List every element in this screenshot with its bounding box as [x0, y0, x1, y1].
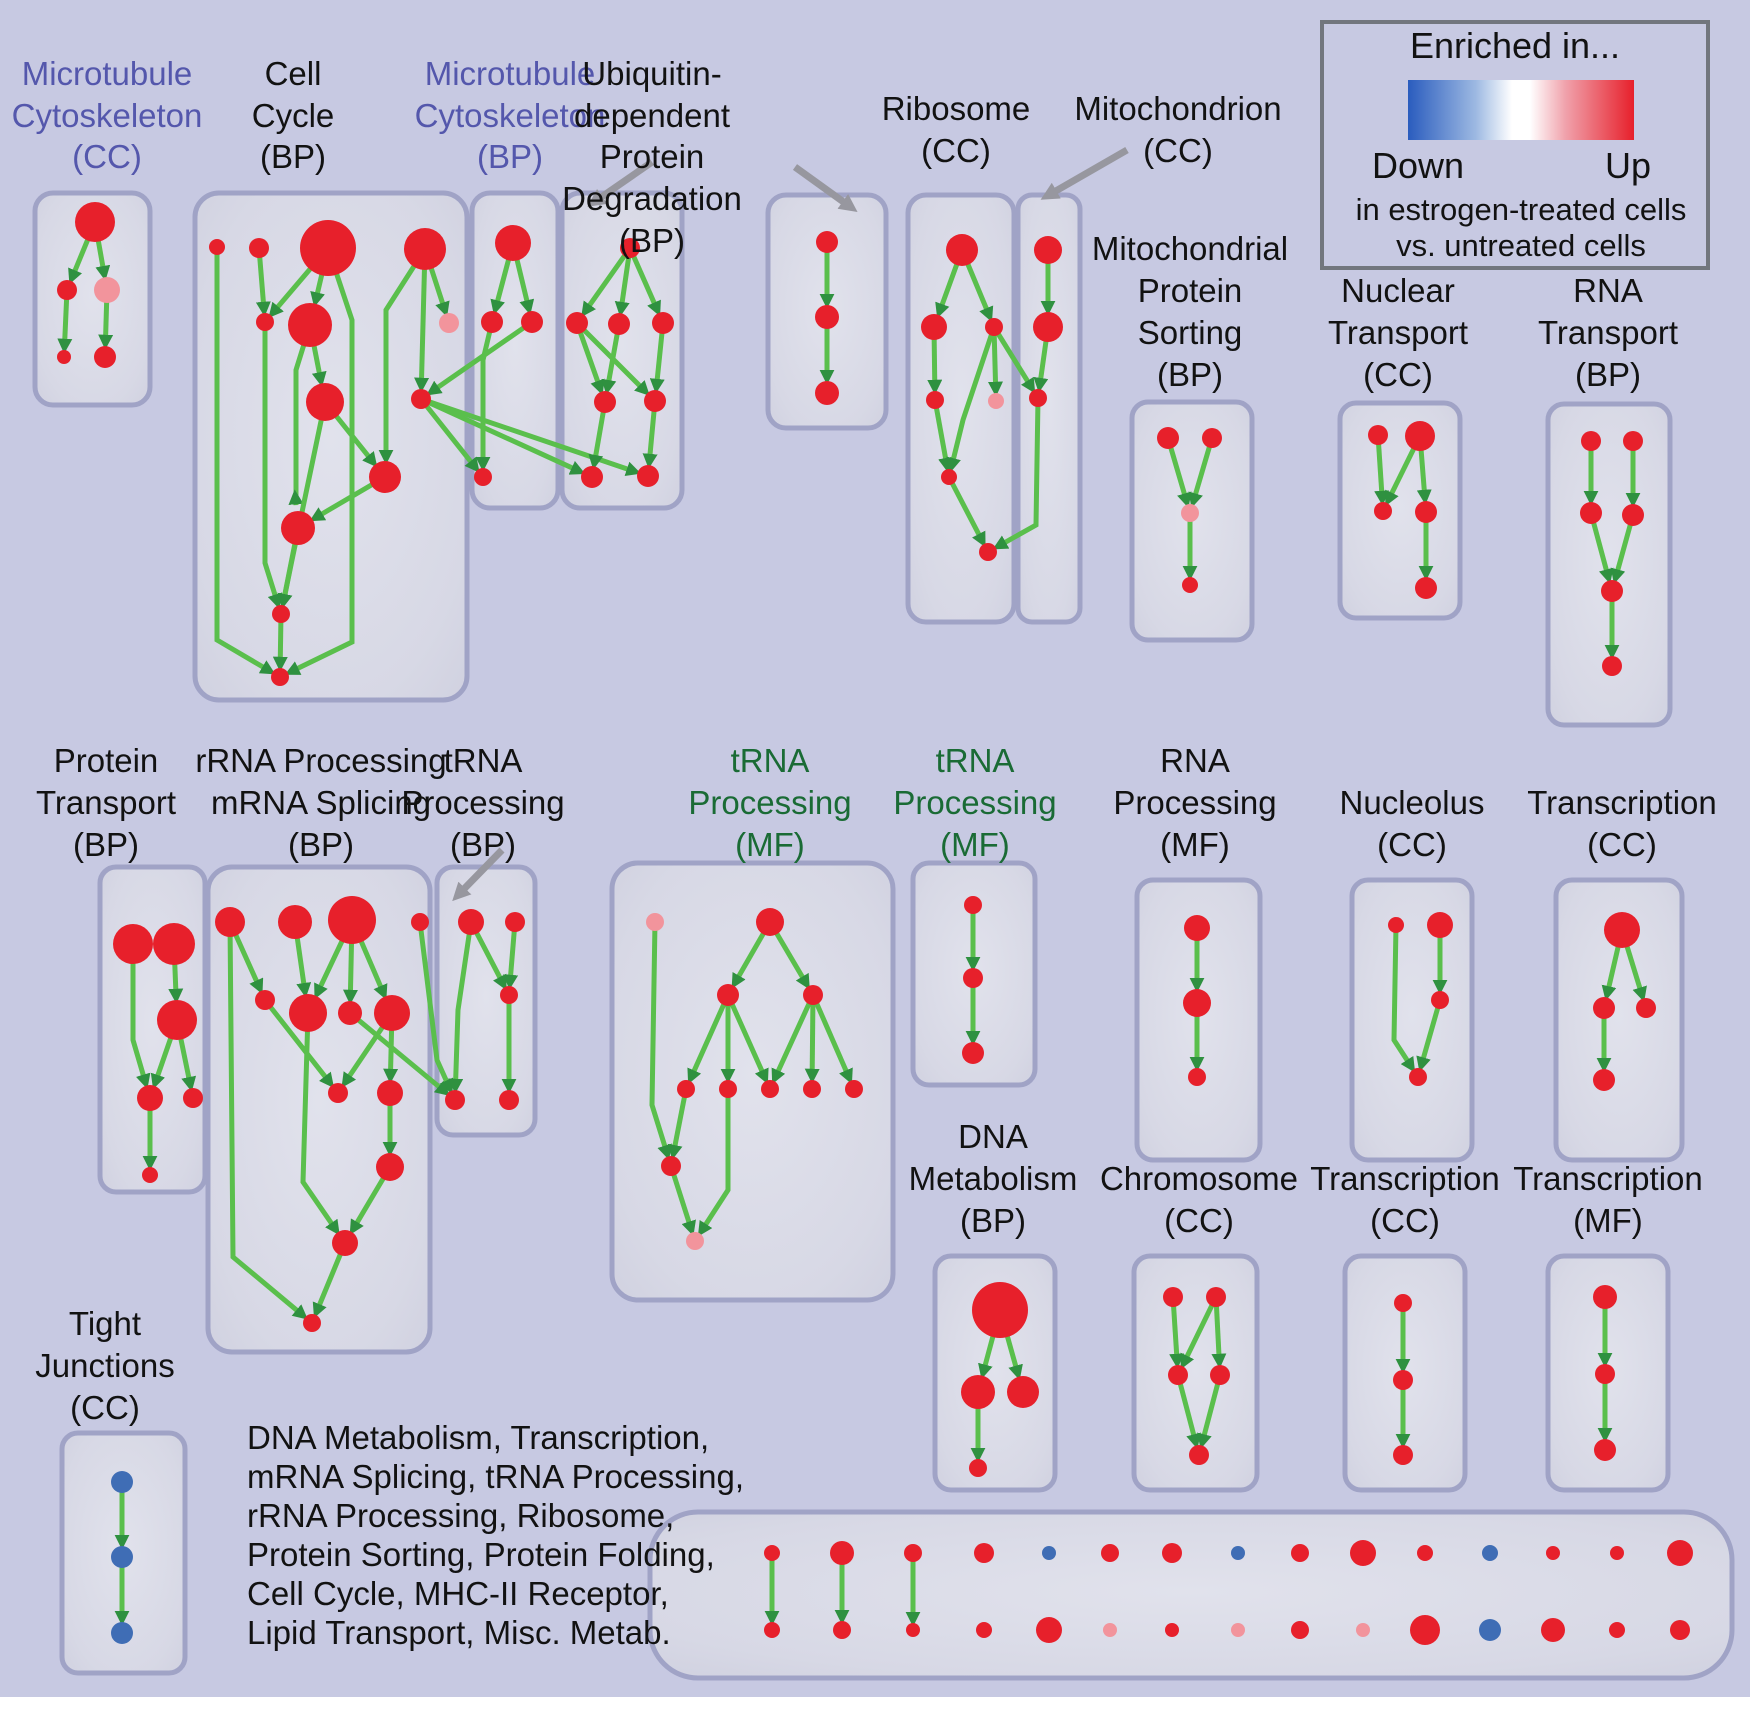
go-term-node-g1 — [646, 913, 664, 931]
misc-node-top-3 — [904, 1544, 922, 1562]
go-term-node-q6 — [289, 994, 327, 1032]
go-term-node-r3 — [985, 318, 1003, 336]
legend-down-label: Down — [1371, 145, 1465, 186]
misc-node-top-12 — [1482, 1545, 1498, 1561]
summary-text-line: Protein Sorting, Protein Folding, — [247, 1536, 715, 1573]
cluster-label-line: Cytoskeleton — [414, 97, 606, 134]
go-term-node-u4 — [652, 312, 674, 334]
cluster-box-misc-cluster — [650, 1512, 1732, 1678]
go-term-node-r7 — [979, 543, 997, 561]
cluster-label-line: Protein — [53, 742, 159, 779]
go-term-node-p1 — [113, 924, 153, 964]
go-term-node-c1 — [209, 239, 225, 255]
cluster-label-line: Protein — [1137, 272, 1243, 309]
go-term-node-q9 — [328, 1083, 348, 1103]
misc-node-bottom-4 — [976, 1622, 992, 1638]
go-term-node-tb5 — [499, 1090, 519, 1110]
misc-node-top-1 — [764, 1545, 780, 1561]
go-term-node-t2 — [1033, 312, 1063, 342]
cluster-label-line: Processing — [1113, 784, 1277, 821]
go-term-node-c4 — [404, 228, 446, 270]
cluster-label-line: Transport — [36, 784, 176, 821]
go-term-node-q13 — [303, 1314, 321, 1332]
go-term-node-u7 — [581, 466, 603, 488]
go-term-node-g3 — [717, 984, 739, 1006]
legend-gradient-bar — [1408, 80, 1634, 140]
cluster-label-line: (MF) — [1573, 1202, 1643, 1239]
go-term-node-f2 — [1393, 1370, 1413, 1390]
go-term-node-j2 — [1183, 989, 1211, 1017]
go-term-node-d4 — [969, 1459, 987, 1477]
legend — [1322, 22, 1708, 268]
edge-g4-g8 — [812, 995, 813, 1071]
summary-text-line: DNA Metabolism, Transcription, — [247, 1419, 710, 1456]
go-term-node-e4 — [1210, 1365, 1230, 1385]
go-term-node-d2 — [961, 1375, 995, 1409]
go-term-node-rt5 — [1601, 580, 1623, 602]
go-term-node-r2 — [921, 314, 947, 340]
cluster-label-line: (BP) — [450, 826, 516, 863]
cluster-label-line: (CC) — [1587, 826, 1657, 863]
cluster-label-line: Microtubule — [21, 55, 193, 92]
go-term-node-w3 — [1636, 998, 1656, 1018]
cluster-label-line: (MF) — [1160, 826, 1230, 863]
cluster-label-line: Nuclear — [1341, 272, 1455, 309]
misc-node-top-7 — [1162, 1543, 1182, 1563]
go-term-node-g9 — [845, 1080, 863, 1098]
go-term-node-nt4 — [1415, 501, 1437, 523]
cluster-label-line: Transcription — [1527, 784, 1717, 821]
go-term-node-u6 — [644, 390, 666, 412]
summary-text-line: mRNA Splicing, tRNA Processing, — [247, 1458, 745, 1495]
cluster-label-line: DNA — [958, 1118, 1028, 1155]
misc-node-bottom-12 — [1479, 1619, 1501, 1641]
go-term-node-g11 — [686, 1232, 704, 1250]
cluster-label-line: Cell — [264, 55, 322, 92]
cluster-label-line: rRNA Processing — [195, 742, 447, 779]
go-term-node-tb1 — [458, 909, 484, 935]
go-term-node-a5 — [94, 346, 116, 368]
legend-subtitle-1: in estrogen-treated cells — [1355, 192, 1687, 227]
go-term-node-e5 — [1189, 1445, 1209, 1465]
go-term-node-p5 — [183, 1088, 203, 1108]
go-term-node-c7 — [439, 313, 459, 333]
cluster-label-line: (CC) — [1143, 132, 1213, 169]
go-term-node-u5 — [594, 391, 616, 413]
cluster-label-line: (CC) — [1363, 356, 1433, 393]
cluster-label-line: Chromosome — [1099, 1160, 1299, 1197]
misc-node-bottom-8 — [1231, 1623, 1245, 1637]
cluster-label-line: Cytoskeleton — [11, 97, 203, 134]
summary-text-line: rRNA Processing, Ribosome, — [247, 1497, 675, 1534]
go-term-node-g8 — [803, 1080, 821, 1098]
go-term-node-a2 — [57, 280, 77, 300]
go-term-node-a1 — [75, 202, 115, 242]
misc-node-top-8 — [1231, 1546, 1245, 1560]
go-term-node-g7 — [761, 1080, 779, 1098]
misc-node-top-5 — [1042, 1546, 1056, 1560]
go-term-node-q7 — [338, 1001, 362, 1025]
cluster-label-line: (BP) — [260, 138, 326, 175]
go-term-node-c11 — [281, 511, 315, 545]
cluster-label-line: Mitochondrial — [1091, 230, 1289, 267]
go-term-node-q8 — [374, 995, 410, 1031]
misc-node-bottom-9 — [1291, 1621, 1309, 1639]
cluster-label-line: (BP) — [960, 1202, 1026, 1239]
go-term-node-tb3 — [500, 986, 518, 1004]
cluster-label-line: (BP) — [619, 222, 685, 259]
go-term-node-g6 — [719, 1080, 737, 1098]
cluster-label-line: Transcription — [1310, 1160, 1500, 1197]
go-term-node-g2 — [756, 908, 784, 936]
go-term-node-q11 — [376, 1153, 404, 1181]
cluster-label-line: (BP) — [288, 826, 354, 863]
misc-node-top-13 — [1546, 1546, 1560, 1560]
misc-node-top-6 — [1101, 1544, 1119, 1562]
go-term-node-j3 — [1188, 1068, 1206, 1086]
go-term-node-a3 — [94, 277, 120, 303]
cluster-label-line: Processing — [401, 784, 565, 821]
go-term-node-u8 — [637, 465, 659, 487]
go-term-node-m3 — [521, 311, 543, 333]
go-term-node-c13 — [271, 668, 289, 686]
go-term-node-g5 — [677, 1080, 695, 1098]
go-term-node-c8 — [306, 383, 344, 421]
go-term-node-tj3 — [111, 1622, 133, 1644]
go-term-node-q12 — [332, 1230, 358, 1256]
cluster-label-line: Mitochondrion — [1074, 90, 1282, 127]
cluster-box-rrna-mrna — [208, 867, 430, 1352]
go-term-node-k4 — [1409, 1068, 1427, 1086]
cluster-label-line: RNA — [1573, 272, 1643, 309]
cluster-label-line: (BP) — [1575, 356, 1641, 393]
go-term-node-k1 — [1388, 917, 1404, 933]
cluster-label-line: Transport — [1538, 314, 1678, 351]
go-term-node-f3 — [1393, 1445, 1413, 1465]
go-term-node-u2 — [566, 312, 588, 334]
go-term-node-h2 — [963, 968, 983, 988]
go-term-node-tb2 — [505, 912, 525, 932]
cluster-label-line: (CC) — [1370, 1202, 1440, 1239]
go-term-node-m1 — [495, 225, 531, 261]
misc-node-top-9 — [1291, 1544, 1309, 1562]
cluster-box-nucleolus-cc — [1352, 880, 1472, 1160]
misc-node-bottom-5 — [1036, 1617, 1062, 1643]
cluster-box-rna-transport — [1548, 404, 1670, 725]
cluster-label-line: (BP) — [1157, 356, 1223, 393]
go-term-node-w4 — [1593, 1069, 1615, 1091]
cluster-label-line: Tight — [68, 1305, 142, 1342]
cluster-label-line: tRNA — [730, 742, 810, 779]
misc-node-top-15 — [1667, 1540, 1693, 1566]
cluster-label-line: Ubiquitin- — [582, 55, 722, 92]
go-term-node-s3 — [1181, 504, 1199, 522]
go-term-node-q1 — [215, 907, 245, 937]
cluster-label-line: tRNA — [935, 742, 1015, 779]
cluster-label-line: Cycle — [251, 97, 335, 134]
go-term-node-rt3 — [1580, 502, 1602, 524]
go-term-node-q3 — [328, 896, 376, 944]
go-term-node-r6 — [941, 469, 957, 485]
go-term-node-k2 — [1427, 912, 1453, 938]
go-term-node-w1 — [1604, 912, 1640, 948]
go-term-node-p4 — [137, 1085, 163, 1111]
go-term-node-x2 — [1595, 1364, 1615, 1384]
go-term-node-s2 — [1202, 428, 1222, 448]
go-term-node-f1 — [1394, 1294, 1412, 1312]
cluster-label-line: Nucleolus — [1339, 784, 1485, 821]
go-term-node-r1 — [946, 234, 978, 266]
go-term-node-s1 — [1157, 427, 1179, 449]
cluster-label-line: (CC) — [1377, 826, 1447, 863]
go-term-node-e3 — [1168, 1365, 1188, 1385]
go-term-node-c10 — [369, 461, 401, 493]
cluster-label-line: mRNA Splicing — [210, 784, 432, 821]
go-term-node-d3 — [1007, 1376, 1039, 1408]
cluster-label-line: (BP) — [477, 138, 543, 175]
misc-node-bottom-10 — [1356, 1623, 1370, 1637]
cluster-label-line: tRNA — [443, 742, 523, 779]
go-term-node-g4 — [803, 985, 823, 1005]
cluster-label-line: Processing — [893, 784, 1057, 821]
misc-node-bottom-13 — [1541, 1618, 1565, 1642]
go-term-node-q4 — [411, 913, 429, 931]
go-term-node-e2 — [1206, 1287, 1226, 1307]
go-term-node-h1 — [964, 896, 982, 914]
go-term-node-w2 — [1593, 997, 1615, 1019]
legend-subtitle-2: vs. untreated cells — [1396, 228, 1646, 263]
misc-node-top-11 — [1417, 1545, 1433, 1561]
legend-up-label: Up — [1604, 145, 1652, 186]
misc-node-top-2 — [830, 1541, 854, 1565]
misc-node-bottom-3 — [906, 1623, 920, 1637]
cluster-label-line: (CC) — [921, 132, 991, 169]
cluster-label-line: Protein — [599, 138, 705, 175]
go-term-node-h3 — [962, 1042, 984, 1064]
go-term-node-m4 — [474, 468, 492, 486]
go-term-node-nt5 — [1415, 577, 1437, 599]
summary-text-line: Lipid Transport, Misc. Metab. — [247, 1614, 671, 1651]
go-term-node-a4 — [57, 350, 71, 364]
go-term-node-p2 — [153, 923, 195, 965]
go-term-node-u3 — [608, 313, 630, 335]
go-term-node-tb4 — [445, 1090, 465, 1110]
misc-node-bottom-1 — [764, 1622, 780, 1638]
legend-title: Enriched in... — [1409, 25, 1621, 66]
go-term-node-q2 — [278, 905, 312, 939]
go-term-node-rt1 — [1581, 431, 1601, 451]
cluster-label-line: (BP) — [73, 826, 139, 863]
go-term-node-tj2 — [111, 1546, 133, 1568]
cluster-label-line: RNA — [1160, 742, 1230, 779]
go-term-node-g10 — [661, 1156, 681, 1176]
go-term-node-d1 — [972, 1282, 1028, 1338]
go-term-node-nt1 — [1368, 425, 1388, 445]
cluster-label-line: (MF) — [735, 826, 805, 863]
cluster-label-line: Sorting — [1137, 314, 1243, 351]
go-term-node-c6 — [288, 303, 332, 347]
go-term-node-r4 — [926, 391, 944, 409]
cluster-label-line: (CC) — [1164, 1202, 1234, 1239]
go-term-node-p6 — [142, 1167, 158, 1183]
go-term-node-rt2 — [1623, 431, 1643, 451]
misc-node-top-14 — [1610, 1546, 1624, 1560]
go-term-node-rt4 — [1622, 504, 1644, 526]
go-term-node-c12 — [272, 605, 290, 623]
go-term-node-rt6 — [1602, 656, 1622, 676]
misc-node-bottom-6 — [1103, 1623, 1117, 1637]
cluster-label-line: Ribosome — [881, 90, 1031, 127]
summary-text-line: Cell Cycle, MHC-II Receptor, — [247, 1575, 669, 1612]
misc-node-bottom-15 — [1670, 1620, 1690, 1640]
misc-node-bottom-11 — [1410, 1615, 1440, 1645]
go-term-node-q10 — [377, 1080, 403, 1106]
go-term-node-p3 — [157, 1000, 197, 1040]
cluster-label-line: Processing — [688, 784, 852, 821]
go-term-node-tj1 — [111, 1471, 133, 1493]
cluster-label-line: Degradation — [562, 180, 742, 217]
go-term-node-c5 — [256, 313, 274, 331]
cluster-label-line: (CC) — [72, 138, 142, 175]
cluster-label-line: Junctions — [35, 1347, 175, 1384]
go-term-node-x3 — [1594, 1439, 1616, 1461]
go-term-node-nt3 — [1374, 502, 1392, 520]
misc-node-top-10 — [1350, 1540, 1376, 1566]
go-term-node-k3 — [1431, 991, 1449, 1009]
go-term-node-t1 — [1034, 236, 1062, 264]
go-term-node-t3 — [1029, 389, 1047, 407]
go-term-node-c9 — [411, 389, 431, 409]
go-term-node-m2 — [481, 311, 503, 333]
cluster-label-line: Metabolism — [908, 1160, 1078, 1197]
misc-node-bottom-7 — [1165, 1623, 1179, 1637]
go-term-node-nt2 — [1405, 421, 1435, 451]
misc-node-top-4 — [974, 1543, 994, 1563]
go-term-node-q5 — [255, 990, 275, 1010]
go-term-node-e1 — [1163, 1287, 1183, 1307]
cluster-label-line: Transcription — [1513, 1160, 1703, 1197]
go-term-node-s4 — [1182, 577, 1198, 593]
go-term-node-c2 — [249, 238, 269, 258]
go-term-node-x1 — [1593, 1285, 1617, 1309]
go-term-node-v2 — [815, 305, 839, 329]
cluster-label-line: (CC) — [70, 1389, 140, 1426]
go-term-node-j1 — [1184, 915, 1210, 941]
cluster-label-line: Transport — [1328, 314, 1468, 351]
cluster-box-nuclear-transport — [1340, 403, 1460, 618]
go-term-node-v3 — [815, 381, 839, 405]
go-term-node-v1 — [816, 231, 838, 253]
cluster-label-line: dependent — [574, 97, 730, 134]
cluster-label-line: Microtubule — [424, 55, 596, 92]
cluster-label-line: (MF) — [940, 826, 1010, 863]
misc-node-bottom-2 — [833, 1621, 851, 1639]
go-term-node-c3 — [300, 220, 356, 276]
go-term-node-r5 — [988, 393, 1004, 409]
misc-node-bottom-14 — [1609, 1622, 1625, 1638]
